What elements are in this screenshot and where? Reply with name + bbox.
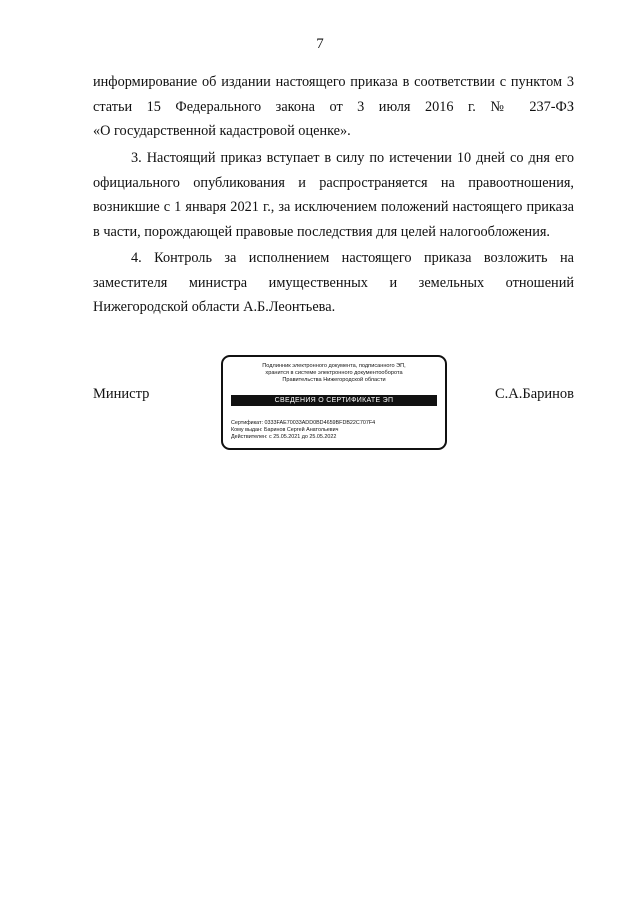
signatory-position: Министр — [93, 386, 150, 402]
text-line: заместителя министра имущественных и земельных отношений — [93, 274, 574, 291]
paragraph-3 — [93, 146, 574, 244]
text-line: «О государственной кадастровой оценке». — [93, 123, 351, 139]
paragraph-4 — [93, 246, 574, 320]
text-line: Нижегородской области А.Б.Леонтьева. — [93, 299, 336, 315]
text-line: 4. Контроль за исполнением настоящего приказа возложить на — [131, 250, 574, 266]
text-line: 3. Настоящий приказ вступает в силу по истечении 10 дней со дня его — [131, 150, 574, 166]
valid-label: Действителен: — [231, 434, 268, 441]
text-line: в части, порождающей правовые последствия для целей налогообложения. — [93, 223, 550, 240]
stamp-band: СВЕДЕНИЯ О СЕРТИФИКАТЕ ЭП — [231, 395, 437, 406]
stamp-header-line: Подлинник электронного документа, подписанного ЭП, — [262, 363, 406, 369]
text-line: официального опубликования и распространяется на правоотношения, — [93, 174, 574, 191]
stamp-info — [231, 420, 375, 442]
electronic-signature-stamp — [221, 355, 447, 450]
paragraph-continuation — [93, 70, 574, 144]
signatory-name: С.А.Баринов — [494, 386, 574, 402]
stamp-header-line: Правительства Нижегородской области — [282, 377, 386, 383]
valid-value: с 25.05.2021 до 25.05.2022 — [269, 434, 337, 441]
text-line: возникшие с 1 января 2021 г., за исключением положений настоящего приказа — [93, 199, 574, 215]
stamp-header-line: хранится в системе электронного документооборота — [265, 370, 403, 376]
text-line: информирование об издании настоящего приказа в соответствии с пунктом 3 — [93, 74, 574, 90]
cert-value: 0333FAE70033ADD0BD4659BFDB22C707F4 — [264, 420, 376, 426]
issued-label: Кому выдан: — [231, 427, 263, 434]
cert-label: Сертификат: — [231, 420, 264, 426]
page-number: 7 — [316, 36, 324, 52]
text-line: статьи 15 Федерального закона от 3 июля 2016 г. № 237-ФЗ — [93, 98, 574, 115]
issued-value: Баринов Сергей Анатольевич — [263, 427, 339, 434]
stamp-header — [223, 363, 445, 384]
